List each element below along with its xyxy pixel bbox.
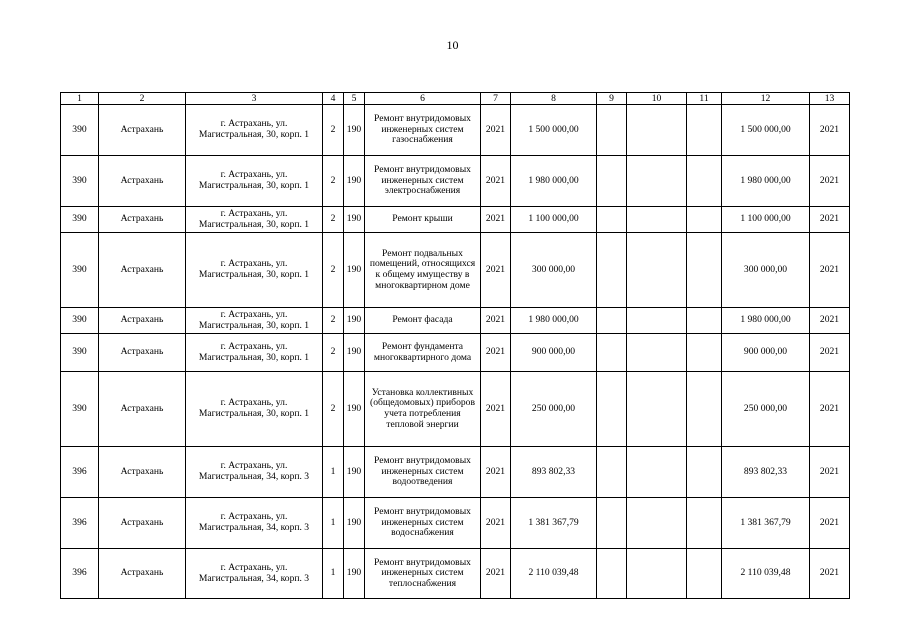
table-cell-col-6: Ремонт фундамента многоквартирного дома [365, 334, 481, 372]
table-cell-col-2: Астрахань [99, 549, 186, 599]
table-cell-col-13: 2021 [810, 105, 850, 156]
table-cell-col-3: г. Астрахань, ул. Магистральная, 34, корп. 3 [186, 498, 323, 549]
column-header: 12 [722, 93, 810, 105]
table-cell-col-7: 2021 [481, 334, 511, 372]
table-row [61, 549, 850, 599]
column-header: 2 [99, 93, 186, 105]
table-cell-col-4: 2 [323, 105, 344, 156]
table-cell-col-6: Ремонт внутридомовых инженерных систем водоотведения [365, 447, 481, 498]
table-cell-col-8: 1 381 367,79 [511, 498, 597, 549]
table-cell-col-12: 1 381 367,79 [722, 498, 810, 549]
table-cell-col-1: 390 [61, 105, 99, 156]
table-cell-col-8: 1 980 000,00 [511, 156, 597, 207]
table-cell-col-13: 2021 [810, 372, 850, 447]
table-cell-col-10 [627, 447, 687, 498]
table-cell-col-13: 2021 [810, 447, 850, 498]
table-cell-col-4: 2 [323, 233, 344, 308]
table-cell-col-3: г. Астрахань, ул. Магистральная, 30, корп. 1 [186, 334, 323, 372]
table-cell-col-6: Ремонт крыши [365, 207, 481, 233]
table-cell-col-12: 900 000,00 [722, 334, 810, 372]
table-cell-col-11 [687, 156, 722, 207]
table-cell-col-11 [687, 334, 722, 372]
table-cell-col-2: Астрахань [99, 207, 186, 233]
table-cell-col-9 [597, 334, 627, 372]
column-header: 11 [687, 93, 722, 105]
column-header: 5 [344, 93, 365, 105]
table-cell-col-1: 390 [61, 372, 99, 447]
table-cell-col-2: Астрахань [99, 372, 186, 447]
table-cell-col-13: 2021 [810, 549, 850, 599]
table-cell-col-3: г. Астрахань, ул. Магистральная, 34, корп. 3 [186, 447, 323, 498]
table-row [61, 308, 850, 334]
column-header: 9 [597, 93, 627, 105]
table-cell-col-9 [597, 233, 627, 308]
table-cell-col-12: 300 000,00 [722, 233, 810, 308]
table-cell-col-13: 2021 [810, 233, 850, 308]
table-cell-col-3: г. Астрахань, ул. Магистральная, 30, корп. 1 [186, 308, 323, 334]
table-cell-col-6: Ремонт подвальных помещений, относящихся к общему имуществу в многоквартирном доме [365, 233, 481, 308]
table-cell-col-10 [627, 498, 687, 549]
table-cell-col-9 [597, 549, 627, 599]
table-cell-col-13: 2021 [810, 207, 850, 233]
table-cell-col-11 [687, 308, 722, 334]
table-cell-col-13: 2021 [810, 334, 850, 372]
table-cell-col-1: 390 [61, 308, 99, 334]
table-cell-col-1: 396 [61, 447, 99, 498]
table-cell-col-8: 900 000,00 [511, 334, 597, 372]
column-header: 4 [323, 93, 344, 105]
table-cell-col-11 [687, 207, 722, 233]
table-cell-col-3: г. Астрахань, ул. Магистральная, 34, корп. 3 [186, 549, 323, 599]
table-cell-col-3: г. Астрахань, ул. Магистральная, 30, корп. 1 [186, 105, 323, 156]
table-cell-col-12: 893 802,33 [722, 447, 810, 498]
table-cell-col-1: 396 [61, 498, 99, 549]
table-cell-col-7: 2021 [481, 308, 511, 334]
table-cell-col-6: Ремонт внутридомовых инженерных систем теплоснабжения [365, 549, 481, 599]
register-table [60, 92, 850, 599]
table-cell-col-10 [627, 233, 687, 308]
table-cell-col-12: 1 100 000,00 [722, 207, 810, 233]
table-cell-col-10 [627, 334, 687, 372]
table-cell-col-5: 190 [344, 156, 365, 207]
table-cell-col-1: 396 [61, 549, 99, 599]
table-cell-col-9 [597, 207, 627, 233]
table-cell-col-2: Астрахань [99, 156, 186, 207]
table-cell-col-10 [627, 372, 687, 447]
table-cell-col-4: 1 [323, 447, 344, 498]
table-cell-col-8: 1 980 000,00 [511, 308, 597, 334]
table-cell-col-3: г. Астрахань, ул. Магистральная, 30, корп. 1 [186, 156, 323, 207]
table-cell-col-6: Ремонт фасада [365, 308, 481, 334]
table-cell-col-3: г. Астрахань, ул. Магистральная, 30, корп. 1 [186, 207, 323, 233]
table-cell-col-9 [597, 105, 627, 156]
table-cell-col-7: 2021 [481, 447, 511, 498]
table-cell-col-6: Ремонт внутридомовых инженерных систем водоснабжения [365, 498, 481, 549]
table-cell-col-7: 2021 [481, 498, 511, 549]
table-cell-col-12: 2 110 039,48 [722, 549, 810, 599]
table-cell-col-7: 2021 [481, 156, 511, 207]
table-cell-col-2: Астрахань [99, 105, 186, 156]
column-header: 8 [511, 93, 597, 105]
table-row [61, 447, 850, 498]
table-cell-col-4: 1 [323, 549, 344, 599]
table-cell-col-1: 390 [61, 156, 99, 207]
column-header: 6 [365, 93, 481, 105]
table-cell-col-10 [627, 156, 687, 207]
table-cell-col-11 [687, 233, 722, 308]
table-cell-col-9 [597, 308, 627, 334]
table-cell-col-5: 190 [344, 549, 365, 599]
table-cell-col-10 [627, 308, 687, 334]
table-cell-col-7: 2021 [481, 372, 511, 447]
column-header: 3 [186, 93, 323, 105]
table-cell-col-13: 2021 [810, 156, 850, 207]
table-cell-col-11 [687, 498, 722, 549]
table-row [61, 156, 850, 207]
table-cell-col-5: 190 [344, 233, 365, 308]
column-header: 1 [61, 93, 99, 105]
table-cell-col-5: 190 [344, 447, 365, 498]
table-cell-col-2: Астрахань [99, 447, 186, 498]
table-row [61, 372, 850, 447]
table-cell-col-1: 390 [61, 334, 99, 372]
table-cell-col-8: 2 110 039,48 [511, 549, 597, 599]
table-cell-col-13: 2021 [810, 498, 850, 549]
table-cell-col-12: 250 000,00 [722, 372, 810, 447]
header-row [61, 93, 850, 105]
table-cell-col-13: 2021 [810, 308, 850, 334]
table-cell-col-5: 190 [344, 372, 365, 447]
table-cell-col-5: 190 [344, 207, 365, 233]
table-row [61, 334, 850, 372]
table-cell-col-8: 1 500 000,00 [511, 105, 597, 156]
table-cell-col-8: 250 000,00 [511, 372, 597, 447]
column-header: 10 [627, 93, 687, 105]
table-cell-col-2: Астрахань [99, 308, 186, 334]
table-cell-col-1: 390 [61, 207, 99, 233]
table-cell-col-10 [627, 105, 687, 156]
table-cell-col-5: 190 [344, 105, 365, 156]
table-cell-col-9 [597, 372, 627, 447]
table-row [61, 105, 850, 156]
table-cell-col-9 [597, 156, 627, 207]
table-row [61, 207, 850, 233]
table-cell-col-6: Ремонт внутридомовых инженерных систем газоснабжения [365, 105, 481, 156]
table-cell-col-8: 893 802,33 [511, 447, 597, 498]
table-cell-col-2: Астрахань [99, 498, 186, 549]
table-cell-col-10 [627, 549, 687, 599]
table-cell-col-4: 2 [323, 372, 344, 447]
table-body [61, 105, 850, 599]
table-cell-col-11 [687, 447, 722, 498]
table-cell-col-12: 1 980 000,00 [722, 156, 810, 207]
table-cell-col-1: 390 [61, 233, 99, 308]
table-cell-col-7: 2021 [481, 105, 511, 156]
table-cell-col-6: Ремонт внутридомовых инженерных систем электроснабжения [365, 156, 481, 207]
table-cell-col-4: 2 [323, 334, 344, 372]
table-cell-col-11 [687, 549, 722, 599]
table-cell-col-5: 190 [344, 334, 365, 372]
table-cell-col-5: 190 [344, 498, 365, 549]
table-cell-col-7: 2021 [481, 233, 511, 308]
table-row [61, 233, 850, 308]
table-cell-col-3: г. Астрахань, ул. Магистральная, 30, корп. 1 [186, 233, 323, 308]
table-cell-col-11 [687, 105, 722, 156]
page-number: 10 [446, 38, 459, 52]
table-cell-col-4: 2 [323, 308, 344, 334]
table-cell-col-9 [597, 447, 627, 498]
table-cell-col-7: 2021 [481, 207, 511, 233]
table-cell-col-2: Астрахань [99, 334, 186, 372]
column-header: 13 [810, 93, 850, 105]
table-cell-col-12: 1 500 000,00 [722, 105, 810, 156]
table-cell-col-5: 190 [344, 308, 365, 334]
table-row [61, 498, 850, 549]
table-cell-col-12: 1 980 000,00 [722, 308, 810, 334]
table-cell-col-3: г. Астрахань, ул. Магистральная, 30, корп. 1 [186, 372, 323, 447]
column-header: 7 [481, 93, 511, 105]
table-cell-col-8: 300 000,00 [511, 233, 597, 308]
table-cell-col-4: 2 [323, 207, 344, 233]
table-cell-col-7: 2021 [481, 549, 511, 599]
table-cell-col-10 [627, 207, 687, 233]
table-cell-col-6: Установка коллективных (общедомовых) приборов учета потребления тепловой энергии [365, 372, 481, 447]
table-cell-col-9 [597, 498, 627, 549]
table-cell-col-4: 1 [323, 498, 344, 549]
table-cell-col-11 [687, 372, 722, 447]
table-cell-col-8: 1 100 000,00 [511, 207, 597, 233]
table-cell-col-2: Астрахань [99, 233, 186, 308]
table-cell-col-4: 2 [323, 156, 344, 207]
